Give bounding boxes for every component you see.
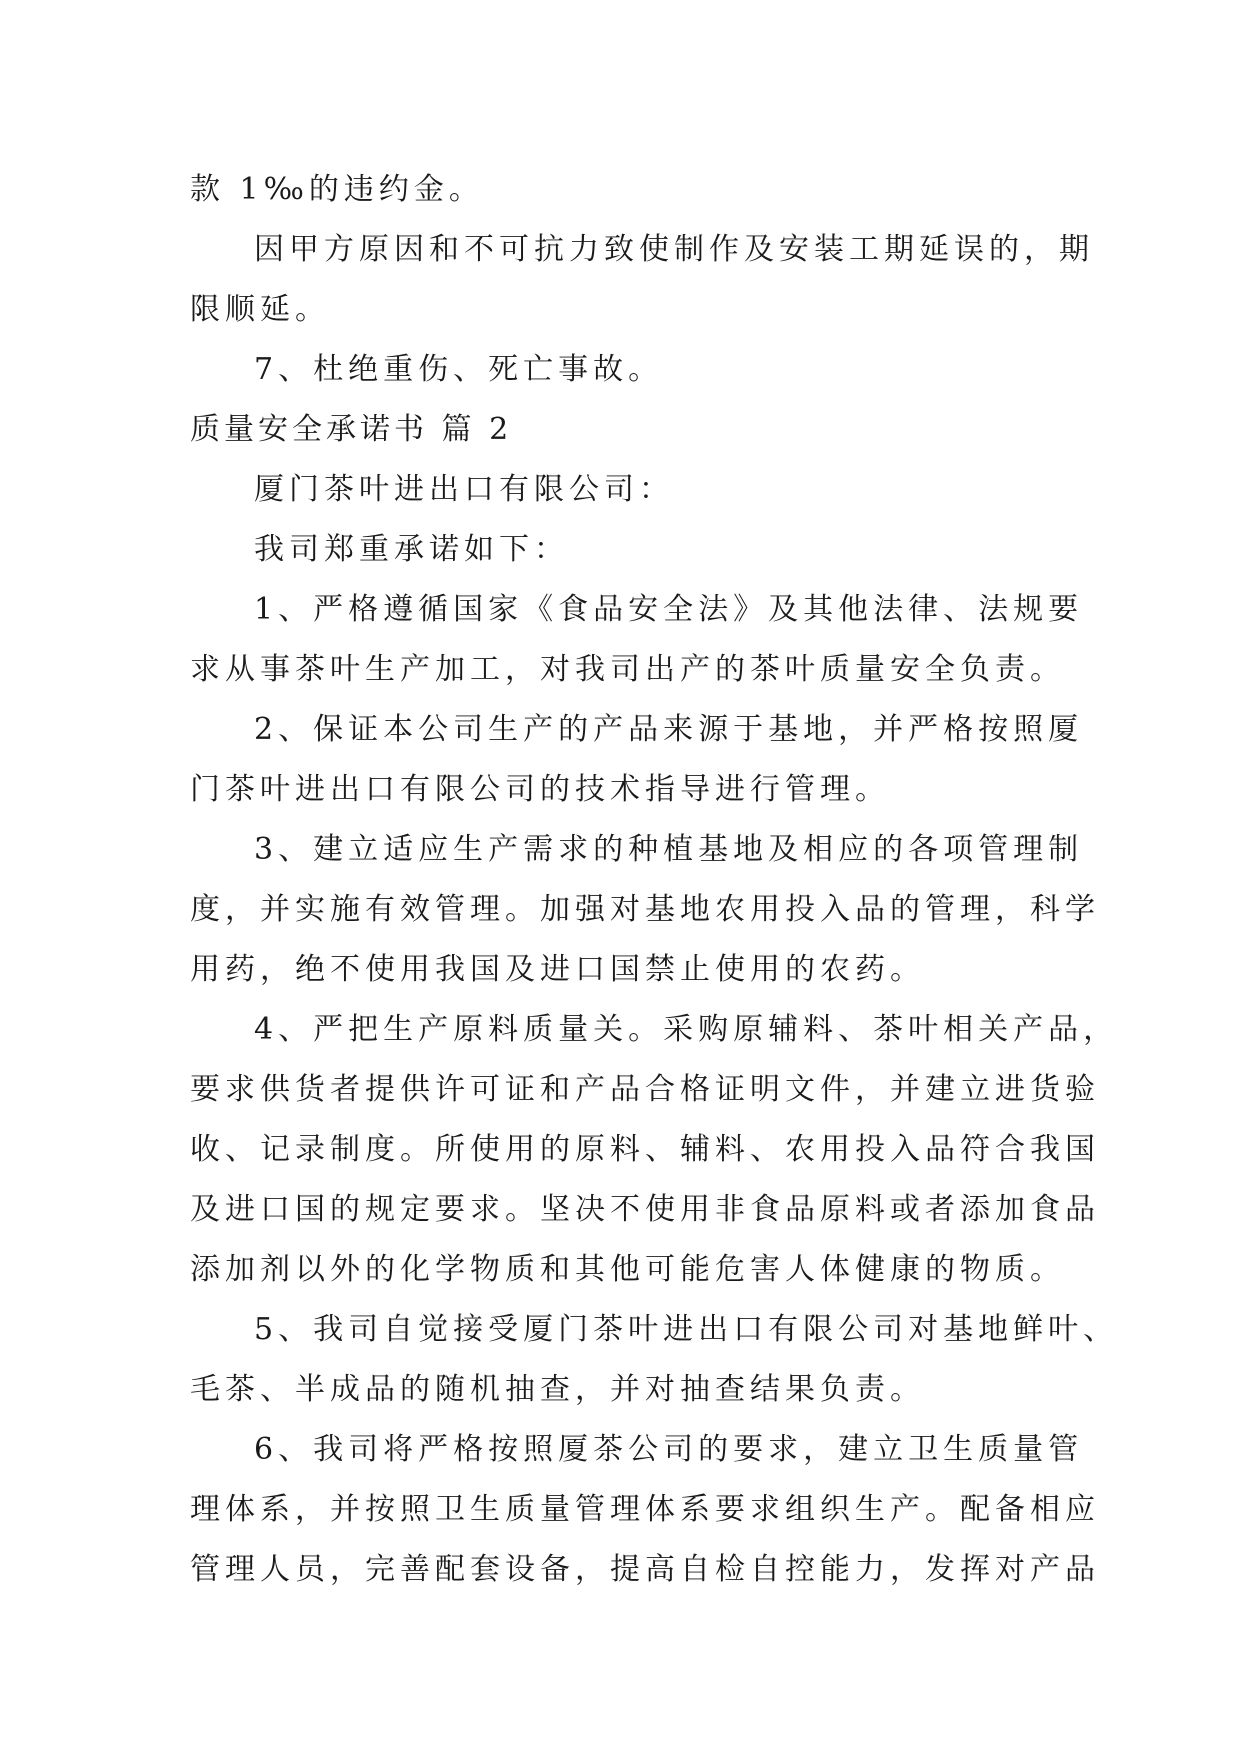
text-line: 我司郑重承诺如下： — [254, 532, 569, 567]
text-line: 限顺延。 — [190, 292, 330, 327]
text-line: 6、我司将严格按照厦茶公司的要求，建立卫生质量管 — [254, 1432, 1084, 1467]
text-line: 门茶叶进出口有限公司的技术指导进行管理。 — [190, 772, 890, 807]
document-page — [190, 160, 1119, 1600]
text-line: 1、严格遵循国家《食品安全法》及其他法律、法规要 — [254, 592, 1084, 627]
text-line: 7、杜绝重伤、死亡事故。 — [254, 352, 664, 387]
text-line: 及进口国的规定要求。坚决不使用非食品原料或者添加食品 — [190, 1192, 1100, 1227]
text-line: 4、严把生产原料质量关。采购原辅料、茶叶相关产品， — [254, 1012, 1119, 1047]
text-line: 要求供货者提供许可证和产品合格证明文件，并建立进货验 — [190, 1072, 1100, 1107]
text-line: 收、记录制度。所使用的原料、辅料、农用投入品符合我国 — [190, 1132, 1100, 1167]
text-line: 毛茶、半成品的随机抽查，并对抽查结果负责。 — [190, 1372, 925, 1407]
section-heading: 质量安全承诺书 篇 2 — [190, 412, 513, 447]
text-line: 添加剂以外的化学物质和其他可能危害人体健康的物质。 — [190, 1252, 1065, 1287]
text-line: 度，并实施有效管理。加强对基地农用投入品的管理，科学 — [190, 892, 1100, 927]
text-line: 求从事茶叶生产加工，对我司出产的茶叶质量安全负责。 — [190, 652, 1065, 687]
addressee-line: 厦门茶叶进出口有限公司： — [254, 472, 674, 507]
text-line: 因甲方原因和不可抗力致使制作及安装工期延误的，期 — [254, 232, 1094, 267]
text-line: 3、建立适应生产需求的种植基地及相应的各项管理制 — [254, 832, 1084, 867]
text-line: 2、保证本公司生产的产品来源于基地，并严格按照厦 — [254, 712, 1084, 747]
text-line: 5、我司自觉接受厦门茶叶进出口有限公司对基地鲜叶、 — [254, 1312, 1119, 1347]
text-line: 理体系，并按照卫生质量管理体系要求组织生产。配备相应 — [190, 1492, 1100, 1527]
text-line: 管理人员，完善配套设备，提高自检自控能力，发挥对产品 — [190, 1552, 1100, 1587]
text-line: 用药，绝不使用我国及进口国禁止使用的农药。 — [190, 952, 925, 987]
text-line: 款 1‰的违约金。 — [190, 172, 484, 207]
